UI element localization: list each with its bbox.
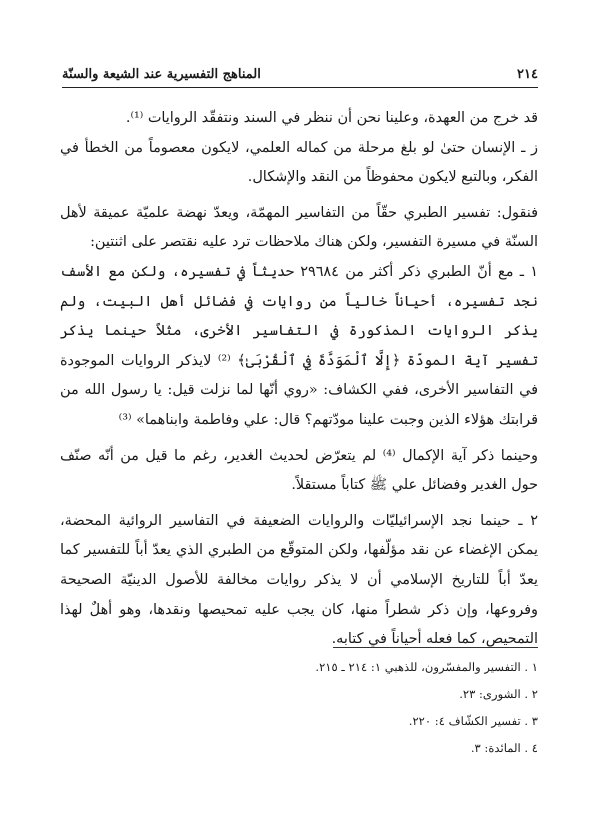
footnotes	[60, 654, 538, 762]
paragraph: قد خرج من العهدة، وعلينا نحن أن ننظر في السند ونتفقّد الروايات ⁽¹⁾.	[125, 110, 538, 126]
footnote: ٣ . تفسير الكشّاف ٤: ٢٢٠.	[408, 714, 538, 728]
paragraph: وحينما ذكر آية الإكمال ⁽⁴⁾ لم يتعرّض لحديث الغدير، رغم ما قيل من أنّه صنّف حول الغدير وفضائل علي ﷺ كتاباً مستقلاً.	[60, 447, 539, 494]
running-title: المناهج التفسيرية عند الشيعة والسنّة	[62, 67, 261, 82]
page-number: ٢١٤	[517, 67, 538, 82]
footnote: ١ . التفسير والمفسّرون، للذهبي ١: ٢١٤ ـ ٢١٥.	[315, 660, 538, 674]
footnotes-divider	[333, 647, 538, 648]
paragraph: ٢ ـ حينما نجد الإسرائيليّات والروايات الضعيفة في التفاسير الروائية المحضة، يمكن الإغضاء عن نقد مؤلّفها، ولكن المتوقّع من الطبري الذي يعدّ أباً للتفسير كما يعدّ أباً للتاريخ الإسلامي أن لا يذكر روايات مخالفة للأصول الدينيّة الصحيحة وفروعها، وإن ذكر شطراً منها، كان يجب عليه تمحيصها ونقدها، وهو أهلٌ لهذا التمحيص، كما فعله أحياناً في كتابه.	[60, 512, 538, 648]
footnote: ٤ . المائدة: ٣.	[470, 741, 538, 755]
main-text	[60, 104, 538, 655]
paragraph: فنقول: تفسير الطبري حقّاً من التفاسير المهمّة، ويعدّ نهضة علميّة عميقة لأهل السنّة في مسيرة التفسير، ولكن هناك ملاحظات ترد عليه نقتصر على اثنتين:	[60, 204, 538, 251]
page-header	[62, 60, 538, 82]
footnote: ٢ . الشورى: ٢٣.	[459, 687, 538, 701]
paragraph: ١ ـ مع أنّ الطبري ذكر أكثر من ٢٩٦٨٤ حديثاً في تفسيره، ولكن مع الأسف نجد تفسيره، أحياناً خالياً من روايات في فضائل أهل البيت، ولم يذكر الروايات المذكورة في التفاسير الأخرى، مثلاً حينما يذكر تفسير آية المودّة ﴿إِلَّا ٱلْمَوَدَّةَ فِي ٱلْقُرْبَىٰ﴾ ⁽²⁾ لايذكر الروايات الموجودة في التفاسير الأخرى، ففي الكشاف: «روي أنّها لما نزلت قيل: يا رسول الله من قرابتك هؤلاء الذين وجبت علينا مودّتهم؟ قال: علي وفاطمة وابناهما» ⁽³⁾	[60, 263, 538, 428]
header-divider	[62, 87, 538, 88]
paragraph: ز ـ الإنسان حتىٰ لو بلغ مرحلة من كماله العلمي، لايكون معصوماً من الخطأ في الفكر، وبالتبع لايكون محفوظاً من النقد والإشكال.	[60, 139, 538, 186]
